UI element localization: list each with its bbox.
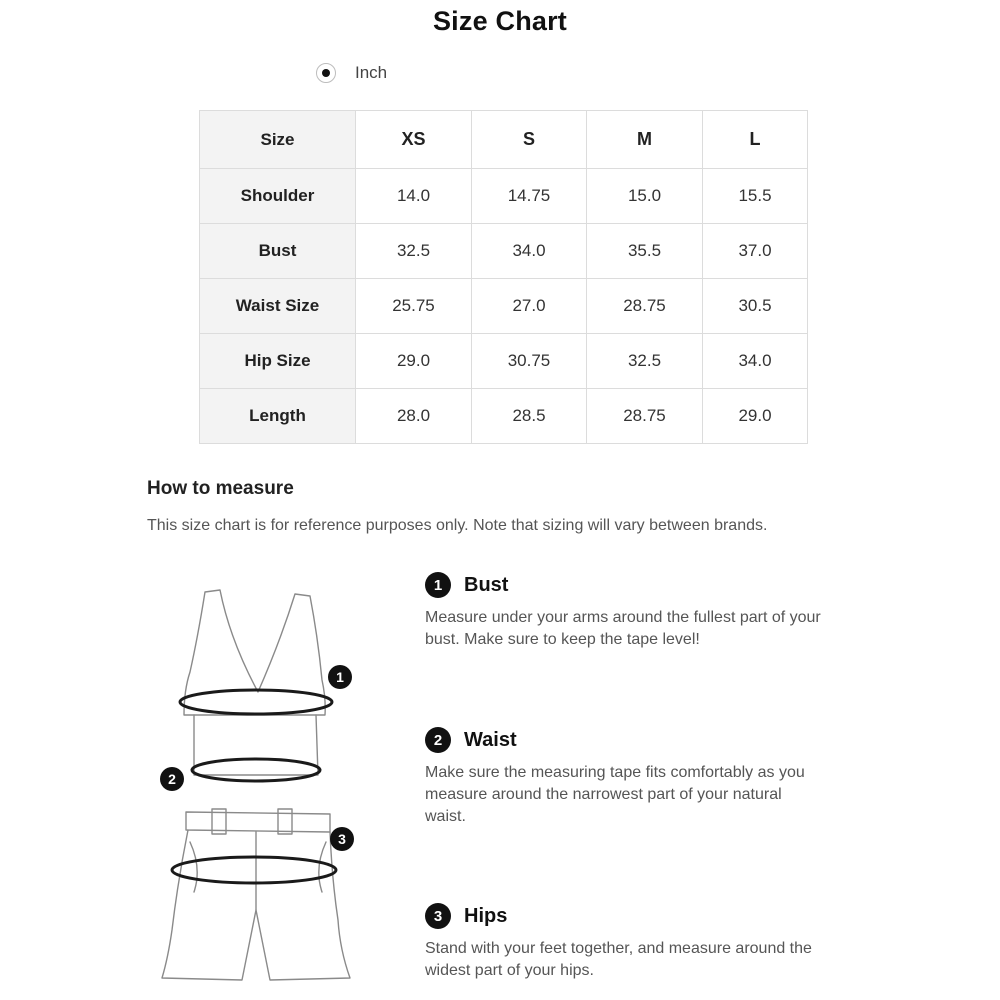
step-description-line: Make sure the measuring tape fits comfortably as you [425, 764, 805, 781]
table-cell: 29.0 [703, 389, 808, 444]
header-cell-m: M [587, 111, 703, 169]
unit-selector[interactable] [316, 63, 387, 83]
header-cell-xs: XS [356, 111, 472, 169]
step-title: Waist [464, 728, 517, 751]
table-row [200, 224, 808, 279]
step-description [425, 938, 885, 982]
step-description [425, 607, 885, 651]
table-cell: 29.0 [356, 334, 472, 389]
table-cell: 28.5 [472, 389, 587, 444]
marker-3 [330, 827, 354, 851]
table-cell: 15.0 [587, 169, 703, 224]
table-cell: 14.75 [472, 169, 587, 224]
step-hips [425, 903, 885, 982]
bodice-waist [194, 715, 318, 775]
row-label: Shoulder [200, 169, 356, 224]
step-description [425, 762, 885, 828]
reference-note: This size chart is for reference purposes only. Note that sizing will vary between brands. [147, 517, 768, 534]
step-waist [425, 727, 885, 828]
row-label: Hip Size [200, 334, 356, 389]
table-cell: 25.75 [356, 279, 472, 334]
bust-tape [180, 690, 332, 714]
table-cell: 30.75 [472, 334, 587, 389]
how-to-measure-heading: How to measure [147, 478, 294, 499]
marker-2 [160, 767, 184, 791]
table-row [200, 169, 808, 224]
header-cell-l: L [703, 111, 808, 169]
table-cell: 15.5 [703, 169, 808, 224]
size-table [199, 110, 808, 444]
table-cell: 34.0 [703, 334, 808, 389]
step-title: Hips [464, 904, 508, 927]
row-label: Length [200, 389, 356, 444]
shorts-pocket-right [319, 842, 326, 892]
step-description-line: widest part of your hips. [425, 962, 594, 979]
step-description-line: bust. Make sure to keep the tape level! [425, 631, 700, 648]
step-title: Bust [464, 573, 509, 596]
marker-3-label: 3 [338, 831, 346, 847]
romper-illustration [150, 580, 370, 985]
page-title: Size Chart [432, 6, 568, 36]
row-label: Bust [200, 224, 356, 279]
inch-label: Inch [355, 63, 388, 82]
table-cell: 30.5 [703, 279, 808, 334]
table-cell: 37.0 [703, 224, 808, 279]
header-cell-s: S [472, 111, 587, 169]
step-bust [425, 572, 885, 651]
table-row [200, 279, 808, 334]
table-row [200, 389, 808, 444]
marker-2-label: 2 [168, 771, 176, 787]
table-cell: 27.0 [472, 279, 587, 334]
step-number-badge: 2 [425, 727, 451, 753]
step-number-badge: 1 [425, 572, 451, 598]
table-header-row [200, 111, 808, 169]
table-row [200, 334, 808, 389]
waist-tape [192, 759, 320, 781]
table-cell: 35.5 [587, 224, 703, 279]
inch-radio[interactable] [316, 63, 336, 83]
bodice-outline [184, 590, 325, 715]
step-description-line: measure around the narrowest part of your natural [425, 786, 782, 803]
header-cell-size: Size [200, 111, 356, 169]
belt [186, 812, 330, 832]
row-label: Waist Size [200, 279, 356, 334]
marker-1-label: 1 [336, 669, 344, 685]
table-cell: 28.0 [356, 389, 472, 444]
step-number-badge: 3 [425, 903, 451, 929]
step-description-line: waist. [425, 808, 466, 825]
step-description-line: Measure under your arms around the fullest part of your [425, 609, 821, 626]
table-cell: 32.5 [356, 224, 472, 279]
shorts-pocket-left [190, 842, 197, 892]
marker-1 [328, 665, 352, 689]
table-cell: 28.75 [587, 279, 703, 334]
table-cell: 32.5 [587, 334, 703, 389]
table-cell: 34.0 [472, 224, 587, 279]
table-cell: 28.75 [587, 389, 703, 444]
step-description-line: Stand with your feet together, and measure around the [425, 940, 812, 957]
table-cell: 14.0 [356, 169, 472, 224]
